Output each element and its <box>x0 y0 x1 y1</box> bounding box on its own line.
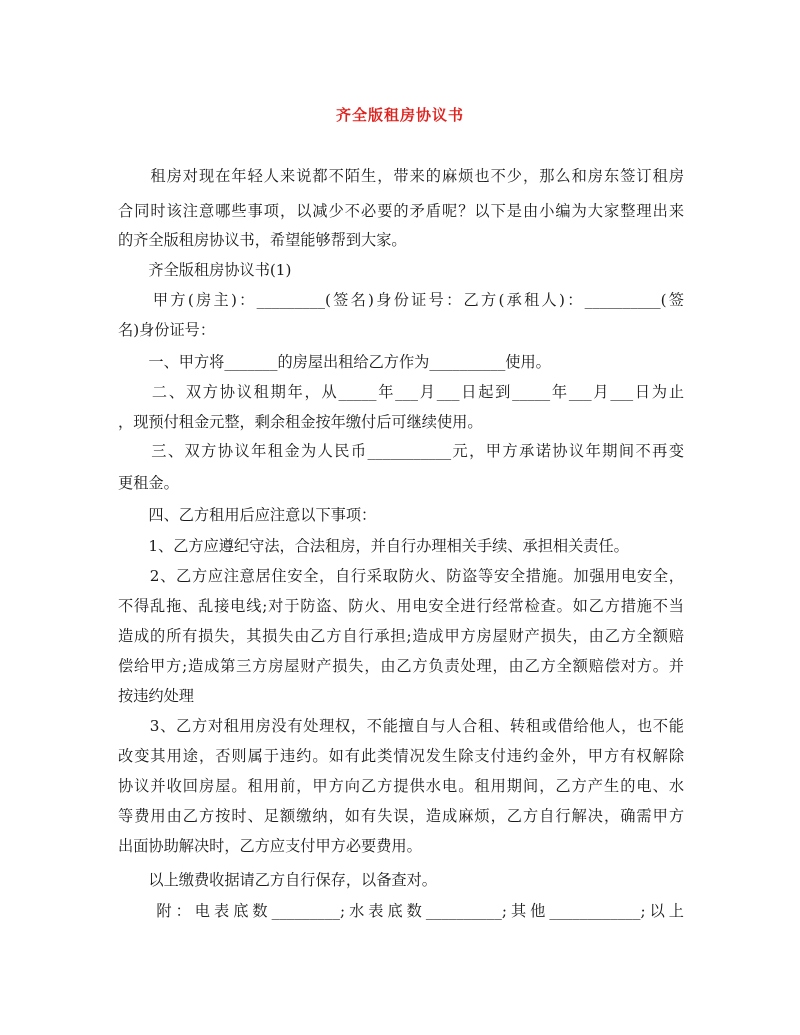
section-heading: 齐全版租房协议书(1) <box>118 261 292 279</box>
clause-line: 一、甲方将_______的房屋出租给乙方作为__________使用。 <box>118 353 551 371</box>
clause-line: 偿给甲方;造成第三方房屋财产损失，由乙方负责处理，由乙方全额赔偿对方。并 <box>118 657 684 675</box>
body-line: 合同时该注意哪些事项，以减少不必要的矛盾呢？以下是由小编为大家整理出来 <box>118 202 684 220</box>
clause-line: 改变其用途，否则属于违约。如有此类情况发生除支付违约金外，甲方有权解除 <box>118 747 684 765</box>
appendix-line: 附：电表底数_________;水表底数__________;其他____________;以上 <box>118 902 684 920</box>
body-line: 的齐全版租房协议书，希望能够帮到大家。 <box>118 231 407 249</box>
clause-line: 三、双方协议年租金为人民币___________元，甲方承诺协议年期间不再变 <box>118 442 684 460</box>
clause-line: 不得乱拖、乱接电线;对于防盗、防火、用电安全进行经常检查。如乙方措施不当 <box>118 597 684 615</box>
body-line: 租房对现在年轻人来说都不陌生，带来的麻烦也不少，那么和房东签订租房 <box>118 167 684 185</box>
document-title: 齐全版租房协议书 <box>335 106 464 124</box>
clause-line: 按违约处理 <box>118 687 194 705</box>
clause-line: 造成的所有损失，其损失由乙方自行承担;造成甲方房屋财产损失，由乙方全额赔 <box>118 627 684 645</box>
clause-line: 2、乙方应注意居住安全，自行采取防火、防盗等安全措施。加强用电安全， <box>118 567 684 585</box>
clause-line: ，现预付租金元整，剩余租金按年缴付后可继续使用。 <box>118 413 483 431</box>
clause-line: 四、乙方租用后应注意以下事项： <box>118 506 377 524</box>
clause-line: 二、双方协议租期年，从_____年___月___日起到_____年___月___日为止 <box>118 383 684 401</box>
body-line: 以上缴费收据请乙方自行保存，以备查对。 <box>118 871 437 889</box>
clause-line: 更租金。 <box>118 474 179 492</box>
body-line: 甲方(房主)：_________(签名)身份证号：乙方(承租人)：__________(签 <box>118 291 684 309</box>
clause-line: 等费用由乙方按时、足额缴纳，如有失误，造成麻烦，乙方自行解决，确需甲方 <box>118 807 684 825</box>
clause-line: 3、乙方对租用房没有处理权，不能擅自与人合租、转租或借给他人，也不能 <box>118 717 684 735</box>
clause-line: 协议并收回房屋。租用前，甲方向乙方提供水电。租用期间，乙方产生的电、水 <box>118 777 684 795</box>
body-line: 名)身份证号： <box>118 321 216 339</box>
clause-line: 出面协助解决时，乙方应支付甲方必要费用。 <box>118 837 422 855</box>
clause-line: 1、乙方应遵纪守法，合法租房，并自行办理相关手续、承担相关责任。 <box>118 537 629 555</box>
